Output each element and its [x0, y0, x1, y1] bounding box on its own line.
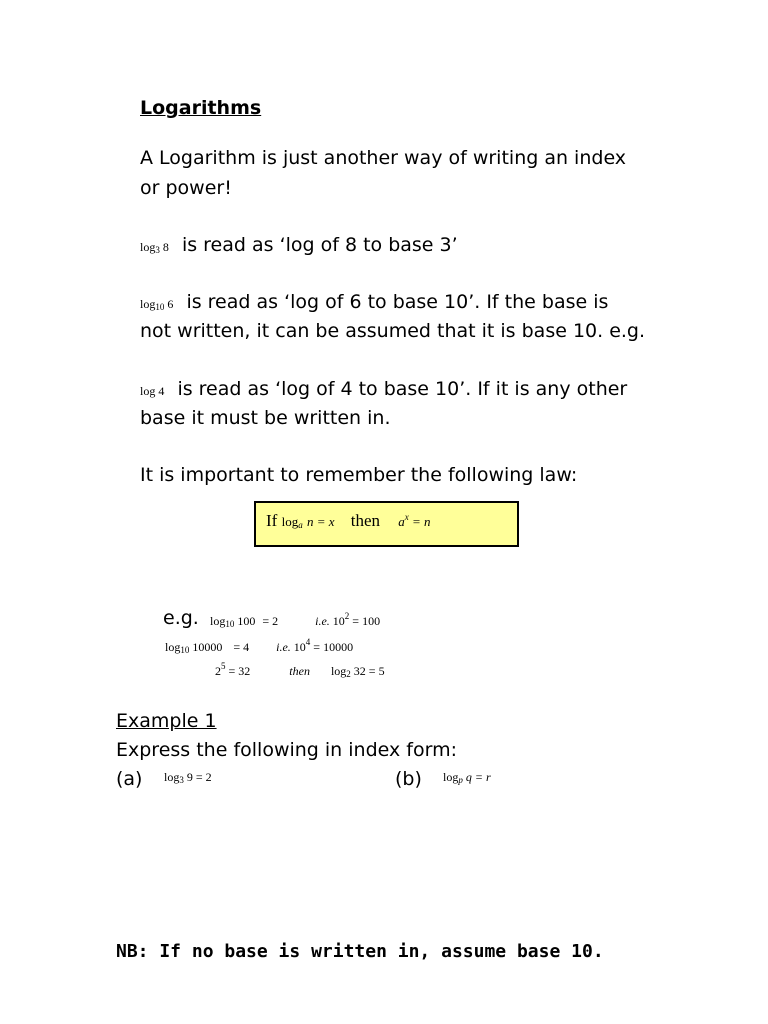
log3-8-text: is read as ‘log of 8 to base 3’ [181, 234, 458, 256]
log-4-text-2: base it must be written in. [140, 407, 391, 429]
law-box [254, 501, 519, 547]
page-title: Logarithms [140, 97, 262, 119]
log10-6-text-1: is read as ‘log of 6 to base 10’. If the base is [186, 291, 609, 313]
part-a-label: (a) [116, 768, 143, 790]
nb-note: NB: If no base is written in, assume base 10. [116, 941, 604, 962]
intro-line-2: or power! [140, 177, 232, 199]
example1-instruction: Express the following in index form: [116, 739, 457, 761]
example1-heading: Example 1 [116, 710, 217, 732]
log10-6-text-2: not written, it can be assumed that it is base 10. e.g. [140, 320, 646, 342]
eg-row-1: $\log_{10} 100 = 2$ i.e. $10^2 = 100$ [210, 611, 381, 629]
log-4-text-1: is read as ‘log of 4 to base 10’. If it is any other [177, 378, 628, 400]
log3-8-line [140, 231, 458, 260]
log-4-expression: log 4 [140, 384, 165, 398]
eg-label: e.g. [163, 607, 199, 629]
log-4-line [140, 375, 627, 404]
eg-row-3: $2^5 = 32$ then $\log_2 32 = 5$ [215, 661, 385, 679]
part-b-expression: $\log_p q = r$ [443, 770, 491, 785]
law-statement: If $\log_a n = x$ then $a^x = n$ [266, 511, 431, 530]
log3-8-expression: $\log_3 8$ [140, 240, 169, 255]
part-b-label: (b) [395, 768, 422, 790]
intro-line-1: A Logarithm is just another way of writing an index [140, 147, 627, 169]
part-a-expression: $\log_3 9 = 2$ [164, 770, 212, 785]
log10-6-expression: $\log_{10} 6$ [140, 297, 174, 312]
log10-6-line [140, 288, 608, 317]
eg-row-2: $\log_{10} 10000 = 4$ i.e. $10^4 = 10000$ [165, 637, 354, 655]
law-intro: It is important to remember the following law: [140, 464, 578, 486]
